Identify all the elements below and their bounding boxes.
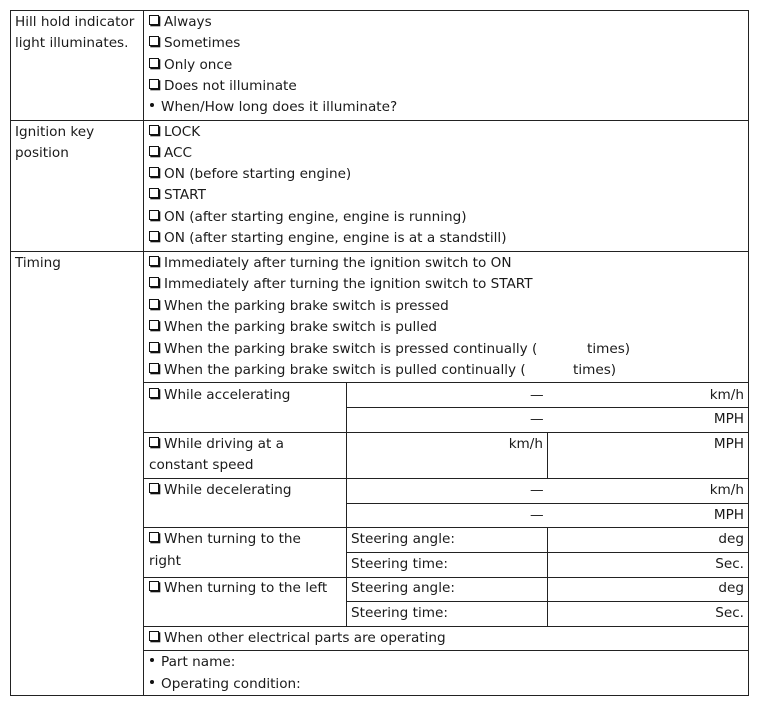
- checkbox-icon[interactable]: [149, 188, 159, 198]
- divider-options-subtable: [143, 382, 749, 383]
- accel-unit-mph: MPH: [713, 411, 744, 427]
- hill-hold-option-not-illuminate[interactable]: Does not illuminate: [148, 78, 297, 95]
- checkbox-icon[interactable]: [149, 483, 159, 493]
- checkbox-icon[interactable]: [149, 342, 159, 352]
- checkbox-icon[interactable]: [149, 167, 159, 177]
- hill-hold-label-line2: light illuminates.: [15, 35, 129, 51]
- checkbox-icon[interactable]: [149, 320, 159, 330]
- operating-condition-field: Operating condition:: [148, 676, 301, 693]
- divider-accel-mid: [346, 407, 749, 408]
- constant-unit-mph: MPH: [713, 436, 744, 452]
- table-border-left: [10, 10, 11, 696]
- checkbox-icon[interactable]: [149, 388, 159, 398]
- timing-option-brake-pulled-continually[interactable]: When the parking brake switch is pulled continually (: [148, 362, 526, 379]
- checkbox-icon[interactable]: [149, 146, 159, 156]
- hill-hold-label-line1: Hill hold indicator: [15, 14, 135, 30]
- divider-constant-decel: [143, 478, 749, 479]
- row-divider-hill-ignition: [10, 120, 749, 121]
- checkbox-icon[interactable]: [149, 363, 159, 373]
- left-steering-time-label: Steering time:: [351, 605, 448, 621]
- turning-right-label-line2: right: [149, 553, 181, 569]
- timing-option-decelerating[interactable]: While decelerating: [148, 482, 292, 499]
- checkbox-icon[interactable]: [149, 15, 159, 25]
- divider-decel-right: [143, 527, 749, 528]
- timing-option-accelerating[interactable]: While accelerating: [148, 387, 290, 404]
- ignition-option-on-running[interactable]: ON (after starting engine, engine is running): [148, 209, 467, 226]
- timing-option-brake-pulled[interactable]: When the parking brake switch is pulled: [148, 319, 437, 336]
- part-name-field: Part name:: [148, 654, 235, 671]
- right-steering-angle-label: Steering angle:: [351, 531, 455, 547]
- left-steering-angle-label: Steering angle:: [351, 580, 455, 596]
- divider-decel-mid: [346, 503, 749, 504]
- timing-option-other-electrical[interactable]: When other electrical parts are operating: [148, 630, 446, 647]
- checkbox-icon[interactable]: [149, 277, 159, 287]
- divider-right-mid: [346, 552, 749, 553]
- timing-option-brake-pressed[interactable]: When the parking brake switch is pressed: [148, 298, 449, 315]
- accel-dash-kmh: —: [530, 387, 544, 403]
- constant-speed-split: [547, 432, 548, 478]
- timing-option-turning-left[interactable]: When turning to the left: [148, 580, 327, 597]
- bullet-icon: [150, 680, 154, 684]
- checkbox-icon[interactable]: [149, 437, 159, 447]
- checkbox-icon[interactable]: [149, 210, 159, 220]
- checkbox-icon[interactable]: [149, 125, 159, 135]
- ignition-option-on-before[interactable]: ON (before starting engine): [148, 166, 351, 183]
- hill-hold-option-only-once[interactable]: Only once: [148, 57, 232, 74]
- checkbox-icon[interactable]: [149, 36, 159, 46]
- ignition-label-line1: Ignition key: [15, 124, 95, 140]
- checkbox-icon[interactable]: [149, 256, 159, 266]
- left-steering-time-unit: Sec.: [715, 605, 744, 621]
- right-steering-time-unit: Sec.: [715, 556, 744, 572]
- label-column-divider: [143, 10, 144, 696]
- hill-hold-option-always[interactable]: Always: [148, 14, 212, 31]
- ignition-label-line2: position: [15, 145, 69, 161]
- accel-dash-mph: —: [530, 411, 544, 427]
- decel-unit-kmh: km/h: [709, 482, 744, 498]
- right-steering-angle-unit: deg: [718, 531, 744, 547]
- divider-other-part: [143, 650, 749, 651]
- table-border-top: [10, 10, 749, 11]
- hill-hold-question: When/How long does it illuminate?: [148, 99, 397, 116]
- times-label-pressed: times): [587, 341, 631, 357]
- hill-hold-option-sometimes[interactable]: Sometimes: [148, 35, 240, 52]
- table-border-right: [748, 10, 749, 696]
- times-label-pulled: times): [573, 362, 617, 378]
- right-steering-time-label: Steering time:: [351, 556, 448, 572]
- checkbox-icon[interactable]: [149, 532, 159, 542]
- timing-option-turning-right[interactable]: When turning to the: [148, 531, 301, 548]
- decel-dash-kmh: —: [530, 482, 544, 498]
- divider-right-left: [143, 577, 749, 578]
- checkbox-icon[interactable]: [149, 581, 159, 591]
- constant-speed-label-line2: constant speed: [149, 457, 254, 473]
- accel-unit-kmh: km/h: [709, 387, 744, 403]
- row-divider-ignition-timing: [10, 251, 749, 252]
- checkbox-icon[interactable]: [149, 299, 159, 309]
- decel-dash-mph: —: [530, 507, 544, 523]
- timing-label: Timing: [15, 255, 61, 271]
- table-border-bottom: [10, 695, 749, 696]
- constant-unit-kmh: km/h: [508, 436, 543, 452]
- checkbox-icon[interactable]: [149, 231, 159, 241]
- timing-option-ign-on[interactable]: Immediately after turning the ignition switch to ON: [148, 255, 512, 272]
- checkbox-icon[interactable]: [149, 631, 159, 641]
- ignition-option-on-standstill[interactable]: ON (after starting engine, engine is at a standstill): [148, 230, 507, 247]
- timing-option-constant-speed[interactable]: While driving at a: [148, 436, 284, 453]
- ignition-option-start[interactable]: START: [148, 187, 206, 204]
- divider-accel-constant: [143, 432, 749, 433]
- ignition-option-acc[interactable]: ACC: [148, 145, 192, 162]
- divider-left-mid: [346, 601, 749, 602]
- timing-option-brake-pressed-continually[interactable]: When the parking brake switch is pressed continually (: [148, 341, 537, 358]
- checkbox-icon[interactable]: [149, 58, 159, 68]
- subtable-column-divider: [346, 382, 347, 627]
- decel-unit-mph: MPH: [713, 507, 744, 523]
- timing-option-ign-start[interactable]: Immediately after turning the ignition switch to START: [148, 276, 533, 293]
- bullet-icon: [150, 658, 154, 662]
- divider-left-other: [143, 626, 749, 627]
- left-steering-angle-unit: deg: [718, 580, 744, 596]
- bullet-icon: [150, 103, 154, 107]
- ignition-option-lock[interactable]: LOCK: [148, 124, 200, 141]
- checkbox-icon[interactable]: [149, 79, 159, 89]
